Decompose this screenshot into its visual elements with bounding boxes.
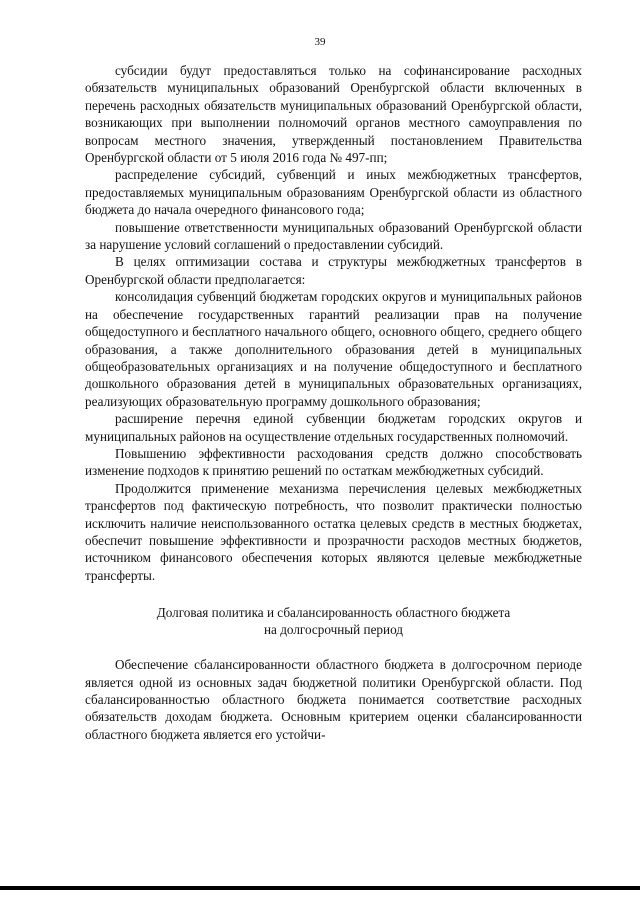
paragraph: субсидии будут предоставляться только на софинансирование расходных обязательств муниципальных образований Оренбургской области включенных в перечень расходных обязательств муниципальных образований Оренбургской области, возникающих при выполнении полномочий органов местного самоуправления по вопросам местного значения, утвержденный постановлением Правительства Оренбургской области от 5 июля 2016 года № 497-пп; — [85, 63, 582, 166]
page-number: 39 — [314, 36, 326, 48]
paragraph: распределение субсидий, субвенций и иных межбюджетных трансфертов, предоставляемых муниципальным образованиям Оренбургской области из областного бюджета до начала очередного финансового года; — [85, 167, 582, 218]
section-heading-line: на долгосрочный период — [263, 622, 403, 638]
section-heading-line: Долговая политика и сбалансированность областного бюджета — [156, 605, 511, 621]
section-paragraph: Обеспечение сбалансированности областного бюджета в долгосрочном периоде является одной из основных задач бюджетной политики Оренбургской области. Под сбалансированностью областного бюджета понимается соответствие расходных обязательств доходам бюджета. Основным критерием оценки сбалансированности областного бюджета является его устойчи- — [85, 657, 582, 742]
bottom-border — [0, 886, 640, 890]
paragraph: Повышению эффективности расходования средств должно способствовать изменение подходов к принятию решений по остаткам межбюджетных субсидий. — [85, 445, 582, 479]
paragraph: консолидация субвенций бюджетам городских округов и муниципальных районов на обеспечение государственных гарантий реализации прав на получение общедоступного и бесплатного начального общего, основного общего, среднего общего образования, а также дополнительного образования детей в муниципальных общеобразовательных организациях и на получение общедоступного и бесплатного дошкольного образования детей в муниципальных образовательных организациях, реализующих образовательную программу дошкольного образования; — [85, 289, 582, 409]
paragraph: расширение перечня единой субвенции бюджетам городских округов и муниципальных районов на осуществление отдельных государственных полномочий. — [85, 411, 582, 444]
paragraph: Продолжится применение механизма перечисления целевых межбюджетных трансфертов под фактическую потребность, что позволит практически полностью исключить наличие неиспользованного остатка целевых средств в местных бюджетах, обеспечит повышение эффективности и прозрачности расходов местных бюджетов, источником финансового обеспечения которых являются целевые межбюджетные трансферты. — [85, 480, 582, 583]
paragraph: В целях оптимизации состава и структуры межбюджетных трансфертов в Оренбургской области предполагается: — [85, 254, 582, 287]
section-heading — [85, 604, 582, 638]
document-body — [85, 62, 582, 743]
paragraph: повышение ответственности муниципальных образований Оренбургской области за нарушение условий соглашений о предоставлении субсидий. — [85, 219, 582, 253]
